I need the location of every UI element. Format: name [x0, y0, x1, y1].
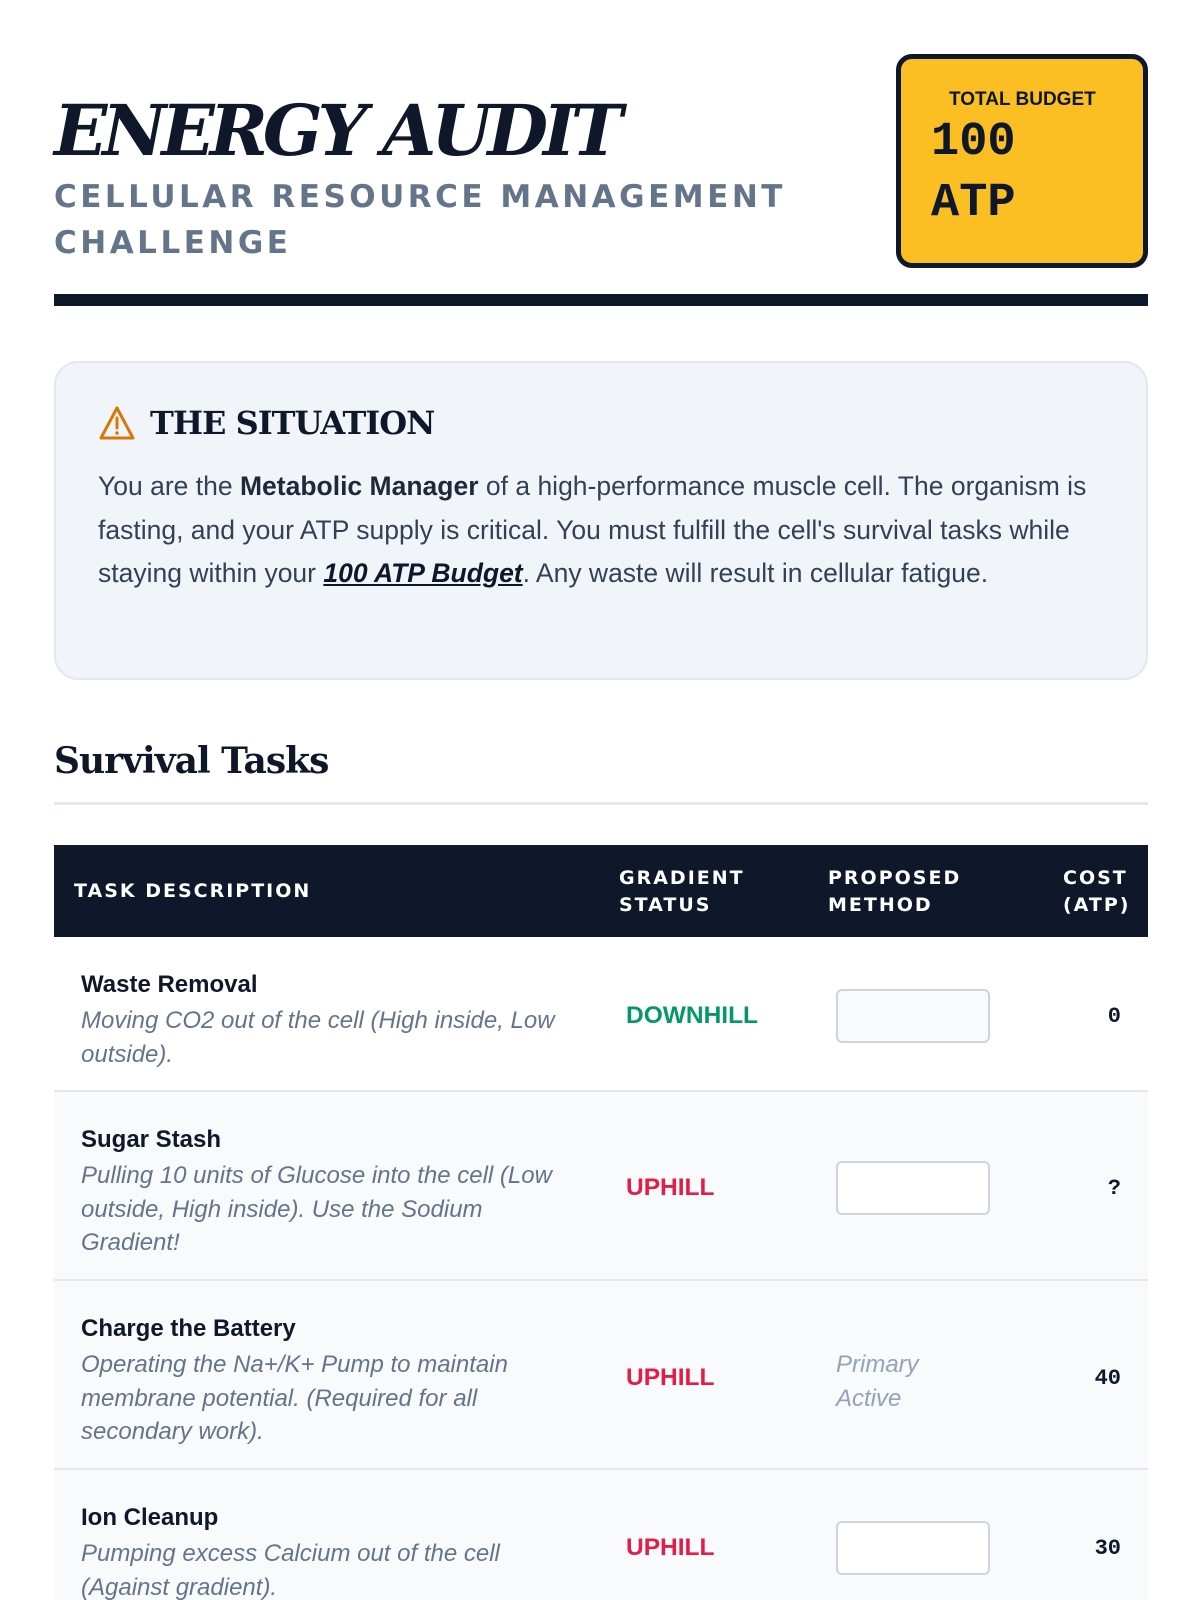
budget-label: TOTAL BUDGET	[949, 89, 1096, 110]
budget-emphasis: 100 ATP Budget	[323, 558, 523, 588]
task-description: Moving CO2 out of the cell (High inside, Low outside).	[81, 1007, 555, 1068]
gradient-status: DOWNHILL	[626, 1002, 758, 1029]
survival-tasks-heading: Survival Tasks	[54, 740, 329, 782]
column-header-gradient: GRADIENT STATUS	[619, 867, 745, 916]
proposed-method-input[interactable]	[836, 989, 990, 1043]
task-name: Sugar Stash	[81, 1126, 222, 1153]
task-cost: 30	[1094, 1536, 1121, 1561]
column-header-method: PROPOSED METHOD	[828, 867, 962, 916]
situation-text-part: of a high-performance muscle cell. The organism is fasting, and your ATP supply is critical. You must fulfill the cell's survival tasks while staying within your	[98, 471, 1087, 588]
survival-tasks-table	[54, 845, 1148, 1600]
task-description: Pulling 10 units of Glucose into the cell (Low outside, High inside). Use the Sodium Gradient!	[81, 1162, 552, 1256]
section-divider	[54, 802, 1148, 805]
situation-text	[98, 465, 1108, 596]
page-subtitle: CELLULAR RESOURCE MANAGEMENT CHALLENGE	[54, 179, 786, 261]
task-cost: 0	[1107, 1004, 1121, 1029]
table-row	[54, 1281, 1148, 1470]
situation-title: THE SITUATION	[150, 404, 435, 442]
budget-unit: ATP	[931, 177, 1016, 230]
table-header	[54, 845, 1148, 937]
table-row	[54, 937, 1148, 1092]
budget-value: 100	[931, 116, 1016, 169]
proposed-method-value: Primary Active	[836, 1351, 919, 1412]
task-name: Waste Removal	[81, 971, 258, 998]
task-name: Charge the Battery	[81, 1315, 296, 1342]
gradient-status: UPHILL	[626, 1174, 715, 1201]
column-header-cost: COST (ATP)	[1063, 867, 1131, 916]
table-row	[54, 1470, 1148, 1600]
situation-panel	[54, 361, 1148, 680]
task-cost: 40	[1094, 1366, 1121, 1391]
header-divider	[54, 294, 1148, 306]
metabolic-manager-emphasis: Metabolic Manager	[239, 471, 479, 501]
task-name: Ion Cleanup	[81, 1504, 219, 1531]
total-budget-card	[896, 54, 1148, 268]
page-title: ENERGY AUDIT	[54, 89, 618, 172]
task-cost: ?	[1107, 1176, 1121, 1201]
task-description: Pumping excess Calcium out of the cell (Against gradient).	[81, 1540, 500, 1600]
column-header-task: TASK DESCRIPTION	[74, 880, 312, 902]
situation-text-part: . Any waste will result in cellular fatigue.	[522, 558, 989, 588]
proposed-method-input[interactable]	[836, 1521, 990, 1575]
gradient-status: UPHILL	[626, 1364, 715, 1391]
gradient-status: UPHILL	[626, 1534, 715, 1561]
warning-triangle-icon	[98, 405, 136, 441]
table-row	[54, 1092, 1148, 1281]
proposed-method-input[interactable]	[836, 1161, 990, 1215]
page-header	[54, 0, 1148, 306]
situation-text-part: You are the	[98, 471, 240, 501]
task-description: Operating the Na+/K+ Pump to maintain membrane potential. (Required for all secondary work).	[81, 1351, 508, 1445]
